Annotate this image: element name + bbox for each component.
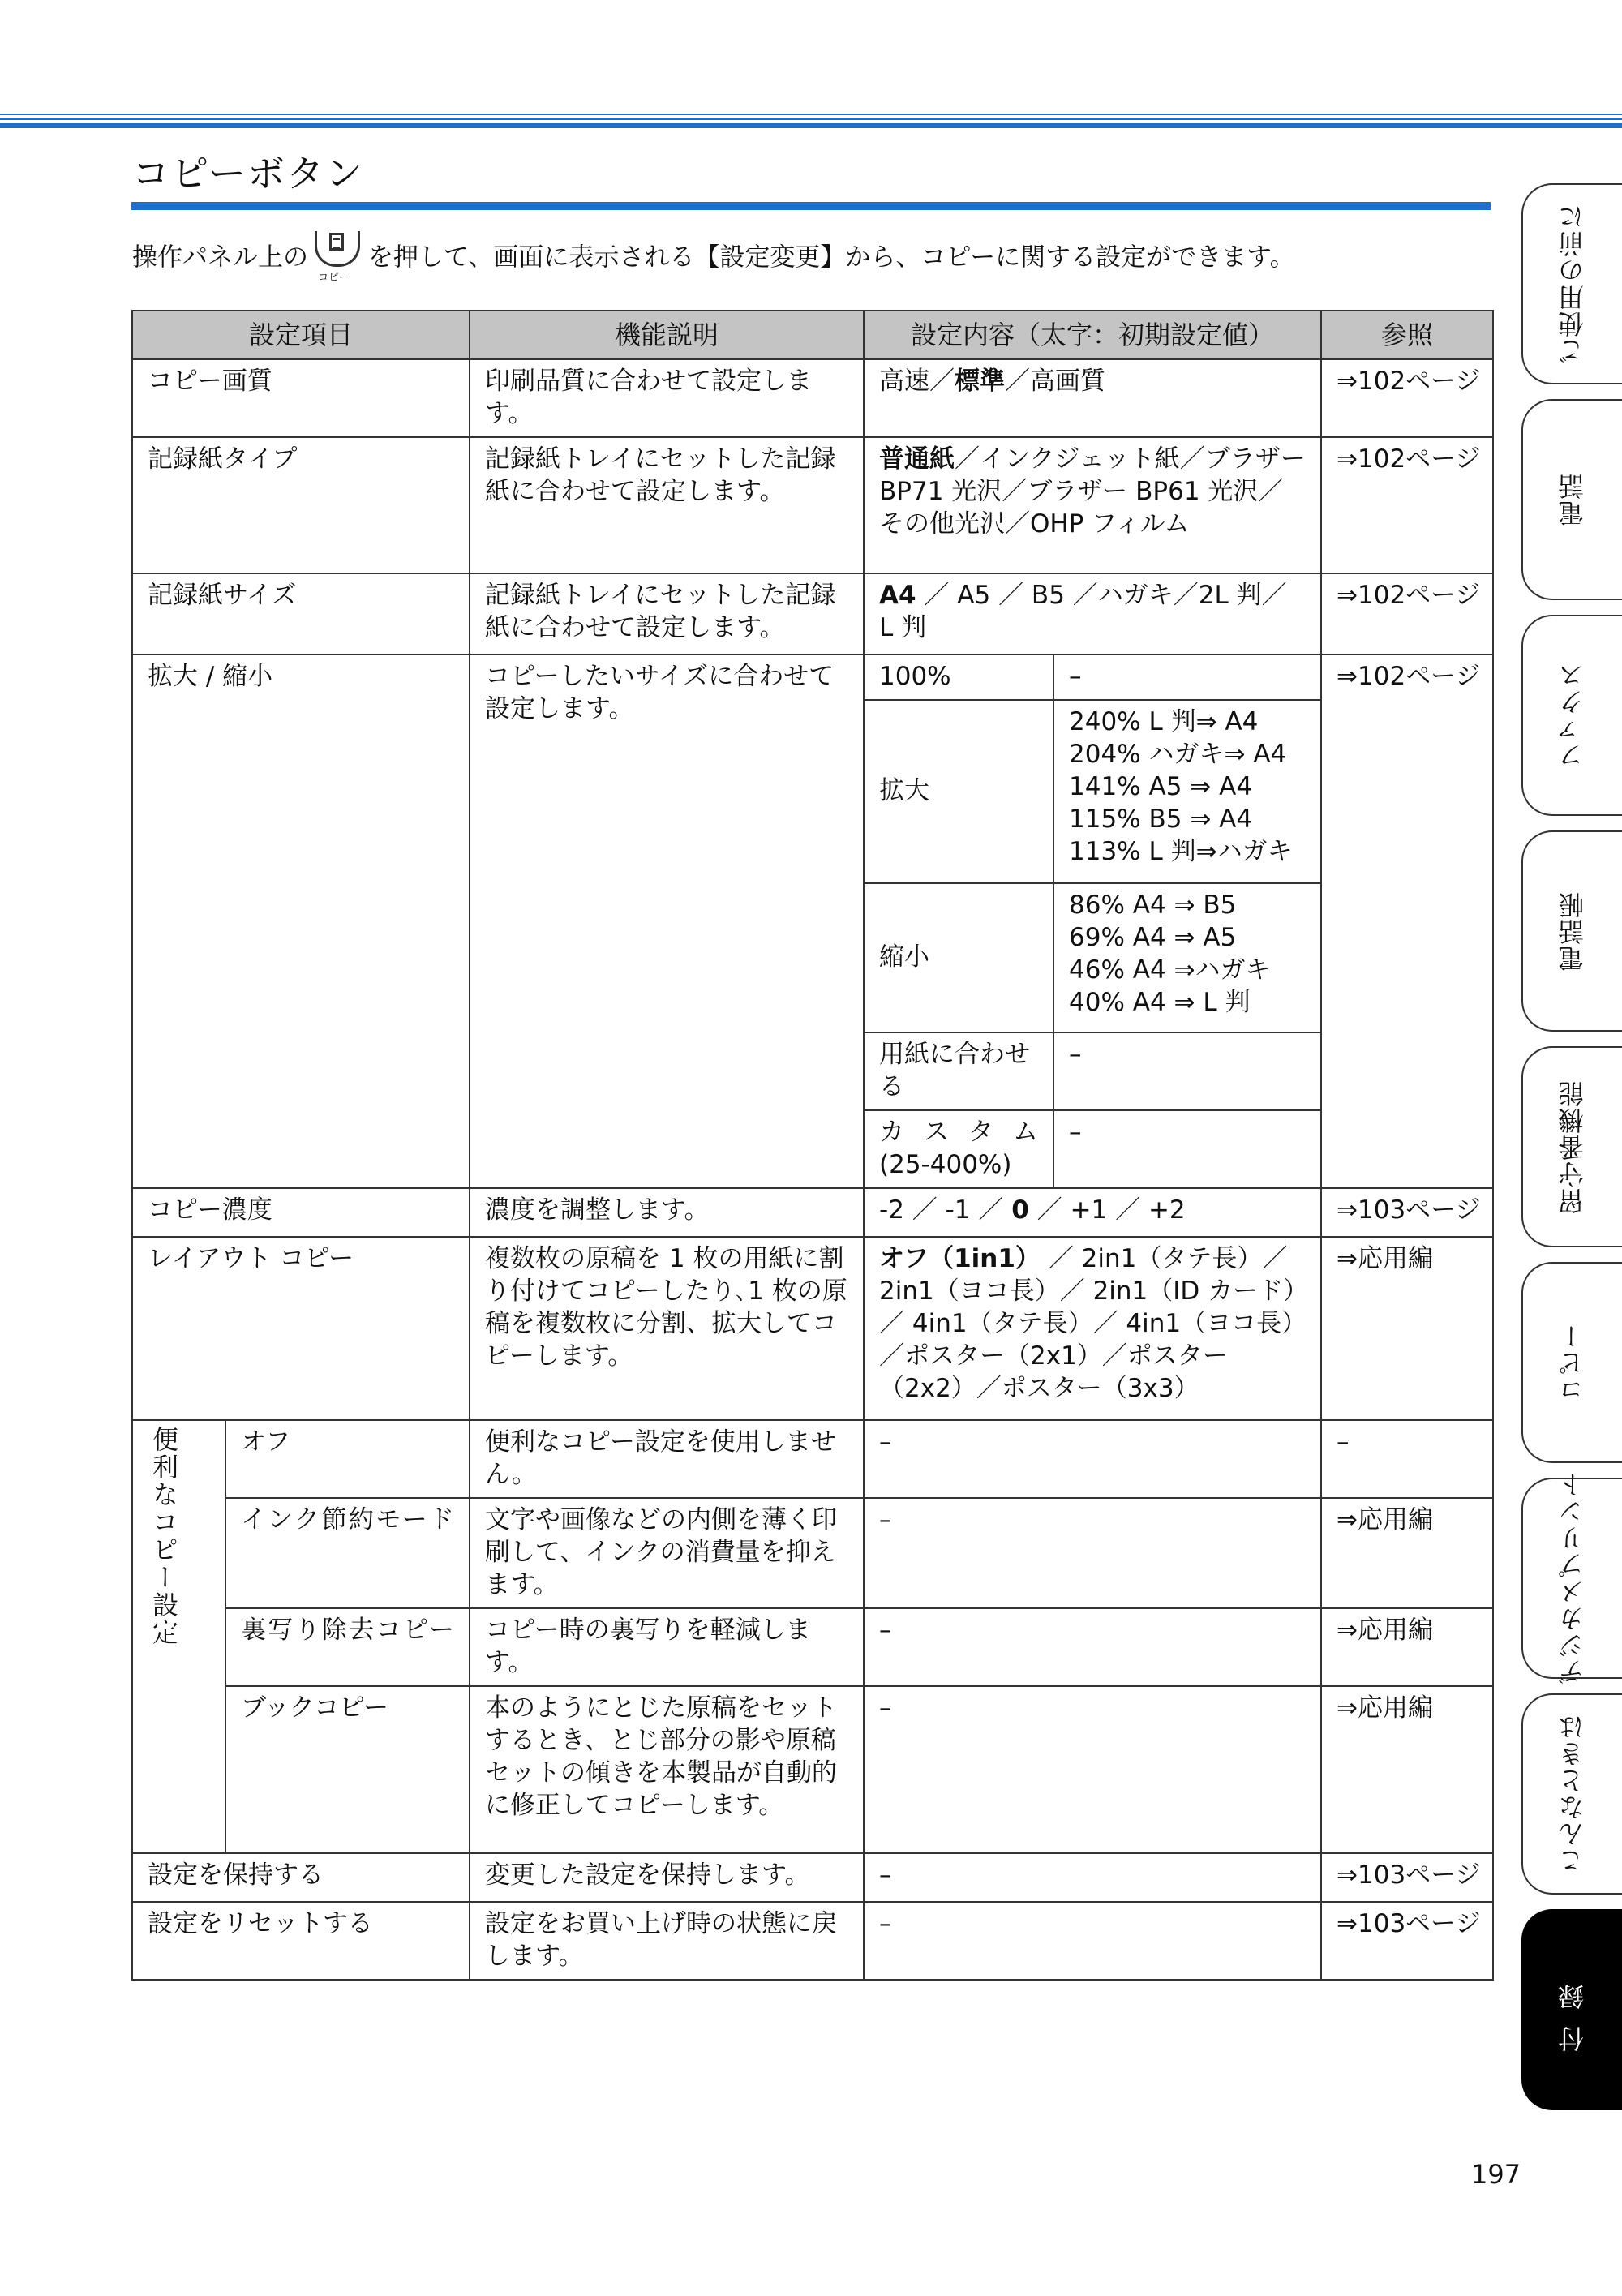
value-cell: – (864, 1686, 1321, 1853)
table-row (132, 1420, 1493, 1498)
tab-label: 付録 (1557, 1968, 1588, 2052)
default-value: 普通紙 (879, 444, 955, 474)
list-item: 113% L 判⇒ハガキ (1069, 837, 1293, 866)
tab-label: こんなときは (1557, 1714, 1588, 1874)
item-cell: 拡大 / 縮小 (132, 654, 470, 1188)
desc-cell: 変更した設定を保持します。 (470, 1853, 864, 1902)
table-row (132, 1853, 1493, 1902)
desc-cell: 設定をお買い上げ時の状態に戻します。 (470, 1902, 864, 1980)
header-item: 設定項目 (132, 311, 470, 359)
settings-table (131, 310, 1494, 1981)
tab-copy[interactable] (1521, 1262, 1622, 1463)
desc-cell: コピーしたいサイズに合わせて設定します。 (470, 654, 864, 1188)
tab-label: コピー (1557, 1322, 1588, 1403)
list-item: 115% B5 ⇒ A4 (1069, 805, 1253, 834)
default-value: A4 (879, 581, 916, 610)
zoom-100-label: 100% (864, 654, 1053, 700)
table-row (132, 1608, 1493, 1686)
list-item: 141% A5 ⇒ A4 (1069, 772, 1253, 801)
ref-cell: ⇒102ページ (1321, 654, 1493, 1188)
zoom-custom-value: – (1053, 1110, 1321, 1188)
tab-label: ご使用の前に (1557, 204, 1588, 364)
table-row (132, 1686, 1493, 1853)
item-cell: 設定を保持する (132, 1853, 470, 1902)
table-row (132, 1237, 1493, 1420)
item-cell: 記録紙サイズ (132, 573, 470, 654)
ref-cell: ⇒103ページ (1321, 1853, 1493, 1902)
table-row (132, 1498, 1493, 1608)
tab-label: 留守番機能 (1557, 1079, 1588, 1214)
copy-button-icon (311, 231, 365, 284)
item-cell: ブックコピー (225, 1686, 470, 1853)
ref-cell: ⇒102ページ (1321, 437, 1493, 573)
list-item: 86% A4 ⇒ B5 (1069, 891, 1237, 920)
value-cell: – (864, 1902, 1321, 1980)
intro-after: を押して、画面に表示される【設定変更】から、コピーに関する設定ができます。 (368, 242, 1295, 273)
desc-cell: 記録紙トレイにセットした記録紙に合わせて設定します。 (470, 437, 864, 573)
desc-cell: 便利なコピー設定を使用しません。 (470, 1420, 864, 1498)
top-rule-thin-2 (0, 118, 1622, 120)
tab-photo-print[interactable] (1521, 1471, 1622, 1685)
tab-appendix[interactable] (1521, 1909, 1622, 2110)
chapter-tabs (1521, 0, 1622, 2296)
value-cell (864, 573, 1321, 654)
ref-cell: ⇒応用編 (1321, 1498, 1493, 1608)
desc-cell: コピー時の裏写りを軽減します。 (470, 1608, 864, 1686)
tab-label: 電話 (1557, 473, 1588, 526)
value-cell: – (864, 1498, 1321, 1608)
value-text: ／ A5 ／ B5 ／ハガキ／2L 判／ L 判 (879, 581, 1287, 642)
tab-phonebook[interactable] (1521, 830, 1622, 1032)
value-text: -2 ／ -1 ／ (879, 1195, 1012, 1225)
ref-cell: ⇒102ページ (1321, 573, 1493, 654)
item-cell: 記録紙タイプ (132, 437, 470, 573)
ref-cell: – (1321, 1420, 1493, 1498)
table-row (132, 359, 1493, 437)
ref-cell: ⇒102ページ (1321, 359, 1493, 437)
zoom-enlarge-values (1053, 700, 1321, 883)
zoom-fit-value: – (1053, 1032, 1321, 1110)
intro-before: 操作パネル上の (132, 242, 308, 273)
value-text: ／高画質 (1005, 367, 1106, 396)
custom-label: カスタム (879, 1118, 1039, 1147)
default-value: 標準 (955, 367, 1006, 396)
item-cell: 設定をリセットする (132, 1902, 470, 1980)
table-row (132, 437, 1493, 573)
desc-cell: 記録紙トレイにセットした記録紙に合わせて設定します。 (470, 573, 864, 654)
category-cell (132, 1420, 225, 1853)
desc-cell: 文字や画像などの内側を薄く印刷して、インクの消費量を抑えます。 (470, 1498, 864, 1608)
value-cell (864, 1188, 1321, 1237)
value-text: ／ +1 ／ +2 (1028, 1195, 1186, 1225)
tab-phone[interactable] (1521, 399, 1622, 600)
list-item: 204% ハガキ⇒ A4 (1069, 740, 1287, 769)
tab-before-use[interactable] (1521, 183, 1622, 384)
ref-cell: ⇒103ページ (1321, 1188, 1493, 1237)
title-underline (131, 202, 1491, 210)
table-row (132, 573, 1493, 654)
list-item: 46% A4 ⇒ハガキ (1069, 955, 1271, 985)
item-cell: オフ (225, 1420, 470, 1498)
tab-answering[interactable] (1521, 1046, 1622, 1247)
default-value: 0 (1011, 1195, 1029, 1225)
value-cell (864, 359, 1321, 437)
tab-label: ファクス (1557, 662, 1588, 769)
tab-label: 電話帳 (1557, 891, 1588, 972)
value-cell (864, 437, 1321, 573)
tab-troubleshooting[interactable] (1521, 1693, 1622, 1895)
zoom-enlarge-label: 拡大 (864, 700, 1053, 883)
top-rule-thick (0, 123, 1622, 128)
value-text: 高速／ (879, 367, 955, 396)
desc-cell: 濃度を調整します。 (470, 1188, 864, 1237)
value-cell: – (864, 1608, 1321, 1686)
page-title: コピーボタン (132, 152, 365, 195)
zoom-fit-label: 用紙に合わせる (864, 1032, 1053, 1110)
desc-cell: 印刷品質に合わせて設定します。 (470, 359, 864, 437)
zoom-custom-label (864, 1110, 1053, 1188)
desc-cell: 本のようにとじた原稿をセットするとき、とじ部分の影や原稿セットの傾きを本製品が自動的に修正してコピーします。 (470, 1686, 864, 1853)
tab-fax[interactable] (1521, 615, 1622, 816)
value-text: ／ 2in1（タテ長）／ 2in1（ヨコ長）／ 2in1（ID カード）／ 4in1（タテ長）／ 4in1（ヨコ長）／ポスター（2x1）／ポスター（2x2）／ポスター（3x3） (879, 1244, 1296, 1403)
list-item: 69% A4 ⇒ A5 (1069, 923, 1237, 952)
desc-cell: 複数枚の原稿を 1 枚の用紙に割り付けてコピーしたり､1 枚の原稿を複数枚に分割、拡大してコピーします。 (470, 1237, 864, 1420)
item-cell: 裏写り除去コピー (225, 1608, 470, 1686)
list-item: 240% L 判⇒ A4 (1069, 707, 1259, 736)
table-row (132, 1188, 1493, 1237)
tab-label: デジカメプリント (1557, 1471, 1588, 1685)
value-cell: – (864, 1420, 1321, 1498)
category-label: 便利なコピー設定 (148, 1426, 179, 1646)
header-function: 機能説明 (470, 311, 864, 359)
default-value: オフ（1in1） (879, 1244, 1041, 1273)
zoom-100-value: – (1053, 654, 1321, 700)
value-text: ／インクジェット紙／ブラザー BP71 光沢／ブラザー BP61 光沢／その他光沢／OHP フィルム (879, 444, 1306, 539)
ref-cell: ⇒応用編 (1321, 1686, 1493, 1853)
ref-cell: ⇒応用編 (1321, 1237, 1493, 1420)
copy-button-label: コピー (318, 272, 350, 284)
ref-cell: ⇒103ページ (1321, 1902, 1493, 1980)
list-item: 40% A4 ⇒ L 判 (1069, 988, 1251, 1017)
table-header-row (132, 311, 1493, 359)
zoom-reduce-values (1053, 883, 1321, 1032)
item-cell: コピー濃度 (132, 1188, 470, 1237)
item-cell: レイアウト コピー (132, 1237, 470, 1420)
ref-cell: ⇒応用編 (1321, 1608, 1493, 1686)
item-cell: インク節約モード (225, 1498, 470, 1608)
value-cell: – (864, 1853, 1321, 1902)
page-number: 197 (1471, 2159, 1521, 2190)
value-cell (864, 1237, 1321, 1420)
custom-range: (25-400%) (879, 1150, 1012, 1179)
table-row (132, 1902, 1493, 1980)
top-rule-thin-1 (0, 114, 1622, 115)
intro-text (132, 231, 1295, 284)
header-reference: 参照 (1321, 311, 1493, 359)
zoom-reduce-label: 縮小 (864, 883, 1053, 1032)
table-row (132, 654, 1493, 700)
item-cell: コピー画質 (132, 359, 470, 437)
header-values: 設定内容（太字：初期設定値） (864, 311, 1321, 359)
